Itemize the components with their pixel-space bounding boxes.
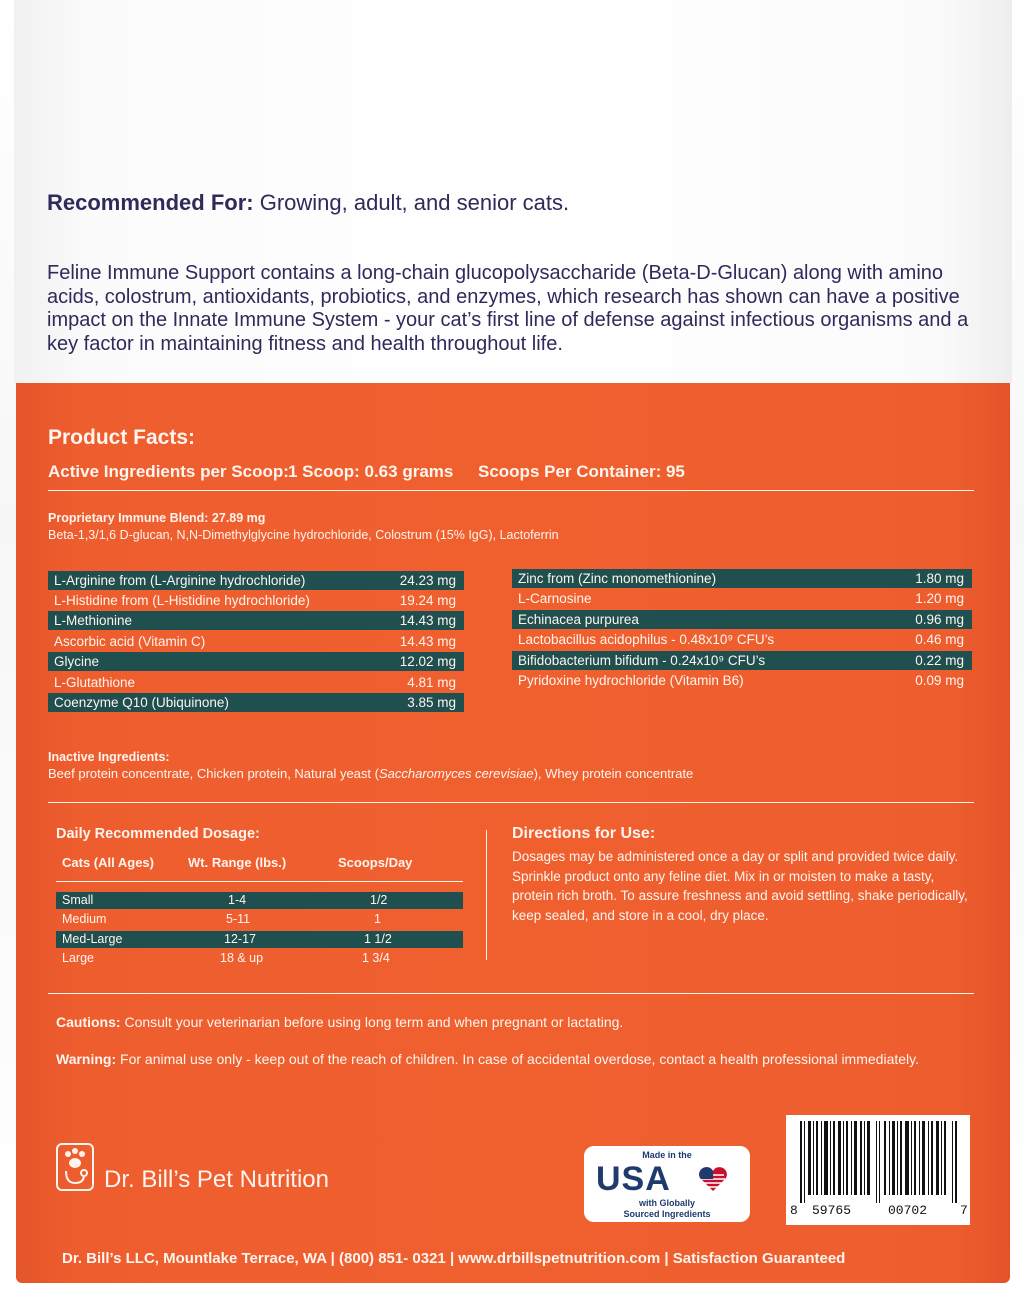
divider — [48, 802, 974, 803]
barcode-bars — [800, 1121, 958, 1203]
ingredient-row: L-Glutathione 4.81 mg — [54, 675, 456, 690]
product-facts-title: Product Facts: — [48, 426, 196, 449]
blend-list: Beta-1,3/1,6 D-glucan, N,N-Dimethylglycine hydrochloride, Colostrum (15% IgG), Lactoferrin — [48, 528, 559, 542]
left-ingredient-table — [48, 571, 464, 715]
ingredient-row: Pyridoxine hydrochloride (Vitamin B6) 0.09 mg — [518, 673, 964, 688]
blend-title: Proprietary Immune Blend: 27.89 mg — [48, 511, 266, 525]
ingredient-row: Bifidobacterium bifidum - 0.24x10⁹ CFU’s 0.22 mg — [512, 651, 972, 670]
ingredient-row: Echinacea purpurea 0.96 mg — [512, 610, 972, 629]
inactive-ingredients-title: Inactive Ingredients: — [48, 750, 170, 764]
divider — [56, 881, 463, 882]
dosage-row: Large 18 & up 1 3/4 — [62, 951, 390, 965]
ingredient-row: L-Arginine from (L-Arginine hydrochloride) 24.23 mg — [48, 571, 464, 590]
ingredient-row: L-Carnosine 1.20 mg — [518, 591, 964, 606]
dosage-header-weight: Wt. Range (lbs.) — [188, 855, 287, 870]
barcode: 8 59765 00702 7 — [786, 1115, 970, 1225]
directions-title: Directions for Use: — [512, 825, 656, 842]
dosage-header-scoops: Scoops/Day — [338, 855, 413, 870]
ingredient-row: L-Methionine 14.43 mg — [48, 611, 464, 630]
divider — [48, 993, 974, 994]
paw-stethoscope-icon — [56, 1143, 94, 1191]
ingredient-row: Zinc from (Zinc monomethionine) 1.80 mg — [512, 569, 972, 588]
dosage-header-cats: Cats (All Ages) — [62, 855, 154, 870]
active-per-scoop-label: Active Ingredients per Scoop: — [48, 462, 289, 481]
recommended-for: Recommended For: Growing, adult, and senior cats. — [47, 190, 570, 215]
product-description: Feline Immune Support contains a long-chain glucopolysaccharide (Beta-D-Glucan) along with amino acids, colostrum, antioxidants, probiotics, and enzymes, which research has shown can have a positive impact on the Innate Immune System - your cat’s first line of defense against infectious organisms and a key factor in maintaining fitness and health throughout life. — [47, 262, 969, 355]
ingredient-row: Coenzyme Q10 (Ubiquinone) 3.85 mg — [48, 693, 464, 712]
dosage-row: Med-Large 12-17 1 1/2 — [56, 931, 463, 948]
us-flag-heart-icon — [698, 1166, 728, 1192]
dosage-row: Medium 5-11 1 — [62, 912, 381, 926]
cautions-text: Cautions: Consult your veterinarian before using long term and when pregnant or lactating. — [56, 1014, 624, 1030]
vertical-divider — [486, 830, 487, 960]
scoop-size: 1 Scoop: 0.63 grams — [288, 462, 454, 481]
directions-text: Dosages may be administered once a day or split and provided twice daily. Sprinkle product onto any feline diet. Mix in or moisten to make a tasty, protein rich broth. To assure freshness and avoid settling, shake periodically, keep sealed, and store in a cool, dry place. — [512, 849, 968, 923]
ingredient-row: Glycine 12.02 mg — [48, 652, 464, 671]
scoops-per-container: Scoops Per Container: 95 — [478, 462, 685, 481]
ingredient-row: L-Histidine from (L-Histidine hydrochloride) 19.24 mg — [54, 593, 456, 608]
divider — [48, 490, 974, 491]
brand-name: Dr. Bill’s Pet Nutrition — [104, 1166, 329, 1193]
dosage-title: Daily Recommended Dosage: — [56, 826, 260, 842]
ingredient-row: Lactobacillus acidophilus - 0.48x10⁹ CFU’s 0.46 mg — [518, 632, 964, 647]
footer-contact: Dr. Bill’s LLC, Mountlake Terrace, WA | (800) 851- 0321 | www.drbillspetnutrition.com | Satisfaction Guaranteed — [62, 1250, 846, 1267]
warning-text: Warning: For animal use only - keep out of the reach of children. In case of accidental overdose, contact a health professional immediately. — [56, 1051, 919, 1067]
dosage-row: Small 1-4 1/2 — [56, 892, 463, 909]
right-ingredient-table — [512, 569, 972, 693]
ingredient-row: Ascorbic acid (Vitamin C) 14.43 mg — [54, 634, 456, 649]
made-in-usa-badge: Made in the USA with Globally Sourced Ingredients — [584, 1146, 750, 1222]
inactive-ingredients-list: Beef protein concentrate, Chicken protein, Natural yeast (Saccharomyces cerevisiae), Whey protein concentrate — [48, 766, 694, 781]
